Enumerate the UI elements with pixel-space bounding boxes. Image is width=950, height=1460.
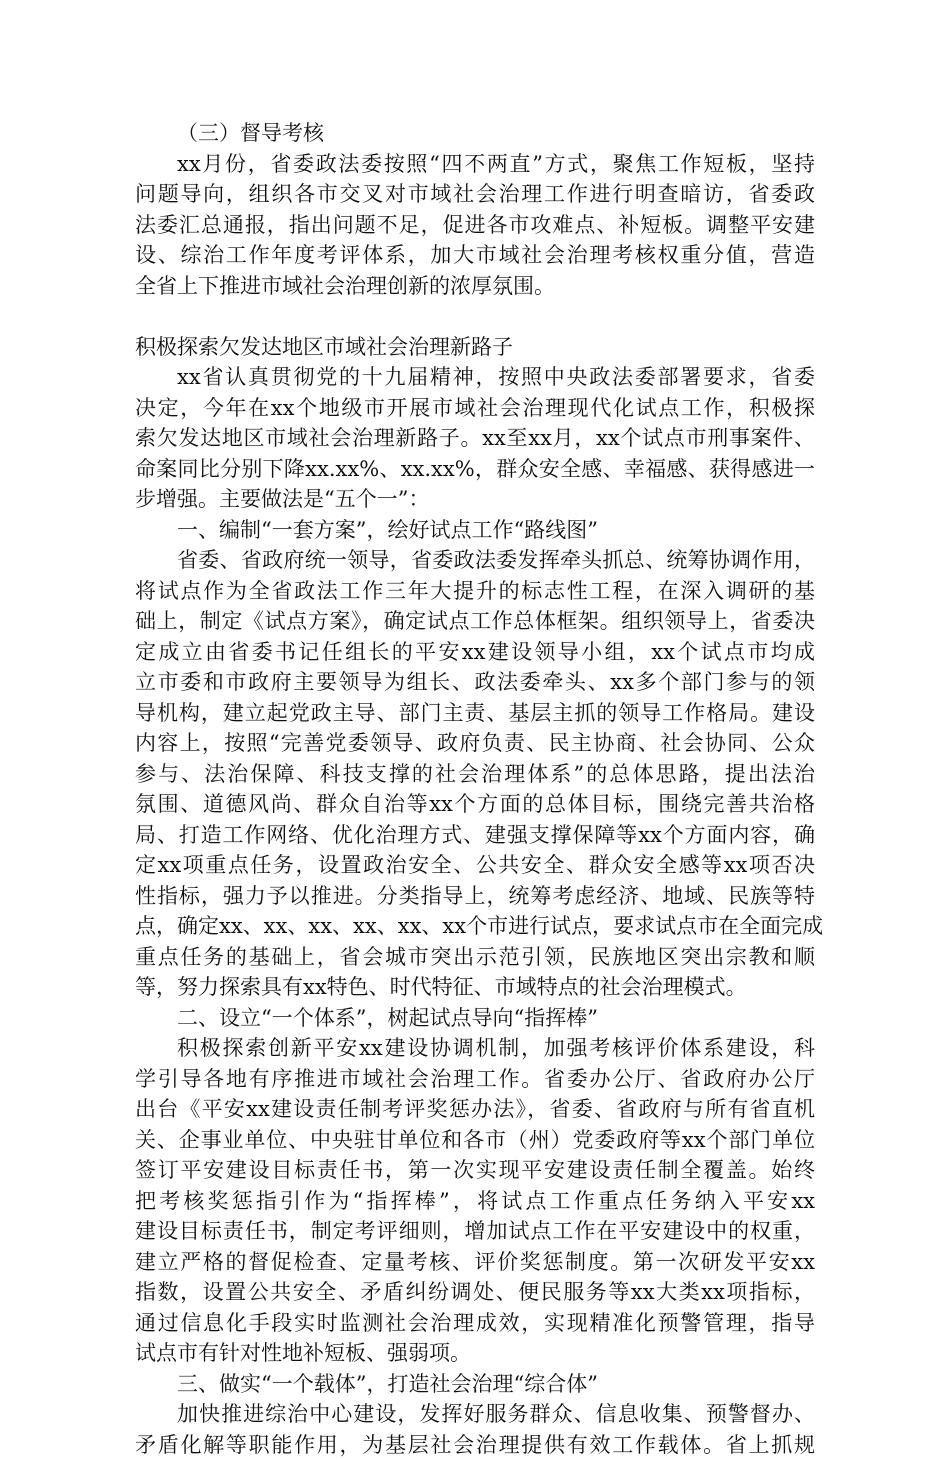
text-line: 定成立由省委书记任组长的平安xx建设领导小组，xx个试点市均成 [135,637,815,668]
text-line: 指数，设置公共安全、矛盾纠纷调处、便民服务等xx大类xx项指标， [135,1277,815,1308]
section-heading-two: 二、设立“一个体系”，树起试点导向“指挥棒” [135,1003,815,1034]
text-line: 参与、法治保障、科技支撑的社会治理体系”的总体思路，提出法治 [135,759,815,790]
text-line: 签订平安建设目标责任书，第一次实现平安建设责任制全覆盖。始终 [135,1155,815,1186]
paragraph-one [135,545,815,1003]
text-line: 省委、省政府统一领导，省委政法委发挥牵头抓总、统筹协调作用， [135,545,815,576]
text-line: 加快推进综治中心建设，发挥好服务群众、信息收集、预警督办、 [135,1399,815,1430]
text-line: xx省认真贯彻党的十九届精神，按照中央政法委部署要求，省委 [135,362,815,393]
text-line: 全省上下推进市域社会治理创新的浓厚氛围。 [135,271,815,302]
text-line: 出台《平安xx建设责任制考评奖惩办法》，省委、省政府与所有省直机 [135,1094,815,1125]
text-line: 等，努力探索具有xx特色、时代特征、市域特点的社会治理模式。 [135,972,815,1003]
text-line: 立市委和市政府主要领导为组长、政法委牵头、xx多个部门参与的领 [135,667,815,698]
paragraph-three [135,1399,815,1460]
text-line: 础上，制定《试点方案》，确定试点工作总体框架。组织领导上，省委决 [135,606,815,637]
blank-line [135,301,815,332]
paragraph-two [135,1033,815,1369]
text-line: 关、企事业单位、中央驻甘单位和各市（州）党委政府等xx个部门单位 [135,1125,815,1156]
text-line: 矛盾化解等职能作用，为基层社会治理提供有效工作载体。省上抓规 [135,1430,815,1460]
text-line: 法委汇总通报，指出问题不足，促进各市攻难点、补短板。调整平安建 [135,210,815,241]
text-line: 命案同比分别下降xx.xx%、xx.xx%，群众安全感、幸福感、获得感进一 [135,454,815,485]
paragraph-intro [135,362,815,515]
text-line: 内容上，按照“完善党委领导、政府负责、民主协商、社会协同、公众 [135,728,815,759]
text-line: 试点市有针对性地补短板、强弱项。 [135,1338,815,1369]
text-line: 学引导各地有序推进市域社会治理工作。省委办公厅、省政府办公厅 [135,1064,815,1095]
text-line: 将试点作为全省政法工作三年大提升的标志性工程，在深入调研的基 [135,576,815,607]
paragraph-supervision [135,149,815,302]
text-line: 建设目标责任书，制定考评细则，增加试点工作在平安建设中的权重， [135,1216,815,1247]
text-line: 局、打造工作网络、优化治理方式、建强支撑保障等xx个方面内容，确 [135,820,815,851]
text-line: 定xx项重点任务，设置政治安全、公共安全、群众安全感等xx项否决 [135,850,815,881]
text-line: 点，确定xx、xx、xx、xx、xx、xx个市进行试点，要求试点市在全面完成 [135,911,815,942]
text-line: 性指标，强力予以推进。分类指导上，统筹考虑经济、地域、民族等特 [135,881,815,912]
text-line: 建立严格的督促检查、定量考核、评价奖惩制度。第一次研发平安xx [135,1247,815,1278]
text-line: 决定，今年在xx个地级市开展市域社会治理现代化试点工作，积极探 [135,393,815,424]
text-line: 把考核奖惩指引作为“指挥棒”，将试点工作重点任务纳入平安xx [135,1186,815,1217]
section-heading-one: 一、编制“一套方案”，绘好试点工作“路线图” [135,515,815,546]
text-line: 氛围、道德风尚、群众自治等xx个方面的总体目标，围绕完善共治格 [135,789,815,820]
article-title: 积极探索欠发达地区市域社会治理新路子 [135,332,815,363]
section-heading-three: 三、做实“一个载体”，打造社会治理“综合体” [135,1369,815,1400]
text-line: 积极探索创新平安xx建设协调机制，加强考核评价体系建设，科 [135,1033,815,1064]
text-line: 索欠发达地区市域社会治理新路子。xx至xx月，xx个试点市刑事案件、 [135,423,815,454]
document-body [135,118,815,1460]
text-line: 设、综治工作年度考评体系，加大市域社会治理考核权重分值，营造 [135,240,815,271]
text-line: 导机构，建立起党政主导、部门主责、基层主抓的领导工作格局。建设 [135,698,815,729]
section-heading-supervision: （三）督导考核 [135,118,815,149]
text-line: 重点任务的基础上，省会城市突出示范引领，民族地区突出宗教和顺 [135,942,815,973]
text-line: xx月份，省委政法委按照“四不两直”方式，聚焦工作短板，坚持 [135,149,815,180]
text-line: 问题导向，组织各市交叉对市域社会治理工作进行明查暗访，省委政 [135,179,815,210]
text-line: 步增强。主要做法是“五个一”： [135,484,815,515]
text-line: 通过信息化手段实时监测社会治理成效，实现精准化预警管理，指导 [135,1308,815,1339]
